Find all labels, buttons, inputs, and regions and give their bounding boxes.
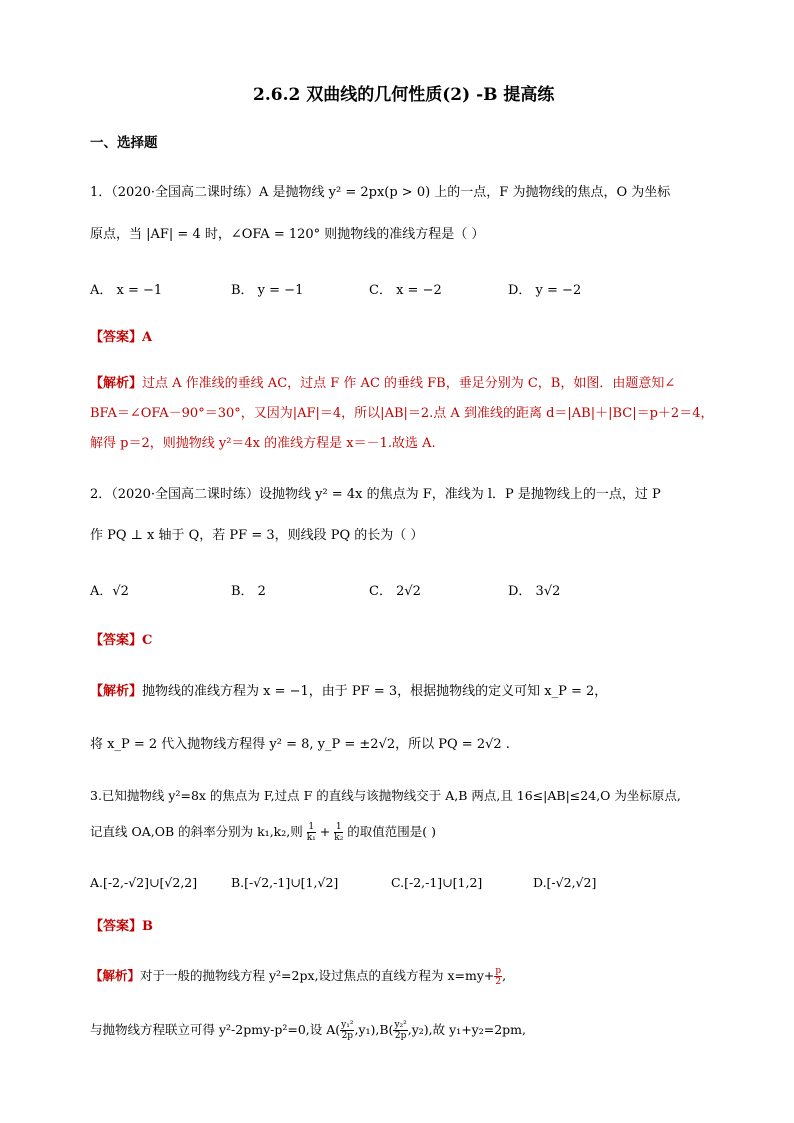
page-title: 2.6.2 双曲线的几何性质(2) -B 提高练 — [253, 85, 555, 105]
q1-option-b: B． y = −1 — [231, 283, 304, 298]
frac-numerator: 1 — [335, 822, 342, 832]
q2-option-b: B． 2 — [231, 584, 266, 599]
q1-analysis-line2: BFA＝∠OFA－90°＝30°，又因为|AF|＝4，所以|AB|＝2.点 A 到准线的距离 d＝|AB|＋|BC|＝p＋2＝4， — [90, 406, 714, 421]
answer-tag: 【答案】 — [90, 330, 143, 345]
analysis-tag: 【解析】 — [90, 684, 143, 699]
frac-numerator: p — [495, 966, 502, 976]
q2-stem-line1: 2．（2020·全国高二课时练）设抛物线 y² = 4x 的焦点为 F，准线为 l．P 是抛物线上的一点，过 P — [90, 487, 661, 502]
q1-answer — [90, 328, 152, 348]
frac-denominator: 2p — [341, 1031, 354, 1041]
section-heading: 一、选择题 — [90, 135, 158, 151]
frac-numerator: 1 — [308, 822, 315, 832]
q3-stem-line1: 3.已知抛物线 y²=8x 的焦点为 F,过点 F 的直线与该抛物线交于 A,B 两点,且 16≤|AB|≤24,O 为坐标原点, — [90, 788, 681, 803]
frac-denominator: 2p — [394, 1031, 407, 1041]
q3-option-c: C.[-2,-1]∪[1,2] — [391, 875, 483, 890]
analysis-text: 过点 A 作准线的垂线 AC，过点 F 作 AC 的垂线 FB，垂足分别为 C，B，如图．由题意知∠ — [142, 376, 676, 391]
q3-answer — [90, 917, 153, 937]
q2-analysis-line2: 将 x_P = 2 代入抛物线方程得 y² = 8, y_P = ±2√2，所以 PQ = 2√2 . — [90, 737, 510, 752]
q2-answer — [90, 631, 152, 651]
frac-numerator: y₁² — [341, 1020, 354, 1030]
q3-option-a: A.[-2,-√2]∪[√2,2] — [90, 875, 198, 890]
q3-option-b: B.[-√2,-1]∪[1,√2] — [231, 875, 339, 890]
analysis-text-b1: 与抛物线方程联立可得 y²-2pmy-p²=0,设 A( — [90, 1022, 341, 1037]
answer-value: B — [142, 919, 154, 934]
frac-denominator: k₁ — [306, 833, 316, 843]
fraction-y1sq-over-2p — [340, 1020, 354, 1041]
q1-option-c: C． x = −2 — [369, 283, 442, 298]
q3-analysis-line1: 【解析】对于一般的抛物线方程 y²=2px,设过焦点的直线方程为 x=my+ $\frac{p}{2}$ , — [90, 966, 507, 987]
fraction-one-over-k1 — [307, 822, 316, 843]
q1-stem-line2: 原点，当 |AF| = 4 时，∠OFA = 120° 则抛物线的准线方程是（ ） — [90, 227, 485, 242]
answer-tag: 【答案】 — [90, 633, 143, 648]
fraction-p-over-2 — [494, 966, 502, 987]
q2-option-d: D． 3√2 — [508, 584, 561, 599]
q2-option-a: A．√2 — [90, 584, 129, 599]
fraction-y2sq-over-2p — [393, 1020, 407, 1041]
analysis-text-b2: ,y₁),B( — [354, 1022, 394, 1037]
answer-value: A — [142, 330, 153, 345]
analysis-text-a: 对于一般的抛物线方程 y²=2px,设过焦点的直线方程为 x=my+ — [140, 968, 495, 983]
q1-option-d: D． y = −2 — [508, 283, 582, 298]
frac-denominator: 2 — [495, 977, 502, 987]
q2-stem-line2: 作 PQ ⊥ x 轴于 Q，若 PF = 3，则线段 PQ 的长为（ ） — [90, 528, 424, 543]
q1-analysis-line1 — [90, 374, 675, 394]
q2-option-c: C． 2√2 — [369, 584, 421, 599]
q3-option-d: D.[-√2,√2] — [533, 875, 597, 890]
q3-stem-text-b: 的取值范围是( ) — [347, 824, 437, 839]
q1-stem-line1: 1．（2020·全国高二课时练）A 是抛物线 y² = 2px(p > 0) 上的一点，F 为抛物线的焦点，O 为坐标 — [90, 185, 671, 200]
q2-analysis-line1 — [90, 682, 607, 702]
answer-value: C — [142, 633, 153, 648]
q1-analysis-line3: 解得 p＝2，则抛物线 y²＝4x 的准线方程是 x＝－1.故选 A. — [90, 436, 436, 451]
q3-analysis-line2 — [90, 1020, 526, 1041]
fraction-one-over-k2 — [334, 822, 343, 843]
frac-denominator: k₂ — [334, 833, 344, 843]
q3-stem-line2: 记直线 OA,OB 的斜率分别为 k₁,k₂,则 $\frac{1}{\text{k₁}}$ + $\frac{1}{\text{k₂}}$ 的取值范围是( ) — [90, 822, 437, 843]
q1-option-a: A． x = −1 — [90, 283, 163, 298]
q3-stem-text-a: 记直线 OA,OB 的斜率分别为 k₁,k₂,则 — [90, 824, 303, 839]
analysis-text-b3: ,y₂),故 y₁+y₂=2pm, — [407, 1022, 526, 1037]
analysis-text: 抛物线的准线方程为 x = −1，由于 PF = 3，根据抛物线的定义可知 x_P = 2， — [142, 684, 608, 699]
answer-tag: 【答案】 — [90, 919, 143, 934]
analysis-tag: 【解析】 — [90, 376, 143, 391]
frac-numerator: y₂² — [394, 1020, 407, 1030]
analysis-tag: 【解析】 — [90, 968, 141, 983]
